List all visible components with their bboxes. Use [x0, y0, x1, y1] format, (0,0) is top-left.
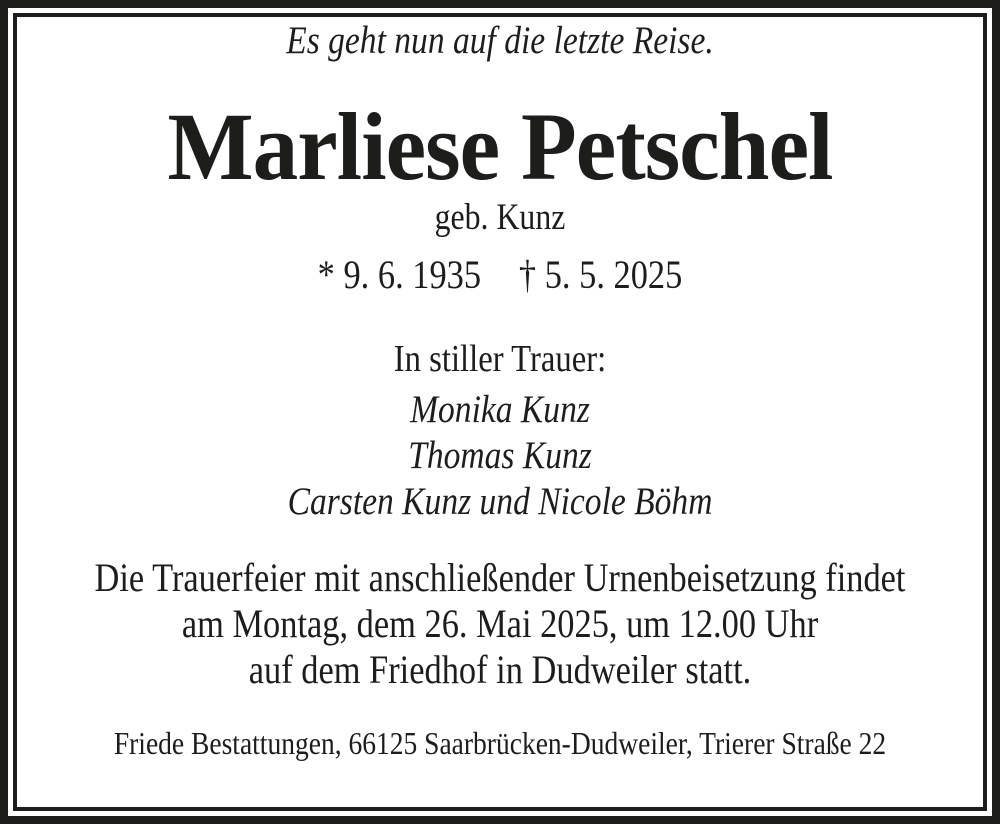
epigraph-line: Es geht nun auf die letzte Reise. — [286, 19, 714, 62]
mourner-name: Carsten Kunz und Nicole Böhm — [287, 480, 713, 523]
life-dates — [85, 251, 916, 299]
inner-border-frame — [13, 13, 987, 811]
notice-content — [17, 17, 983, 807]
ceremony-info — [17, 555, 983, 693]
mourning-header: In stiller Trauer: — [393, 338, 607, 380]
death-date: † 5. 5. 2025 — [518, 252, 683, 297]
mourners-list — [17, 387, 983, 525]
birth-date: * 9. 6. 1935 — [317, 252, 482, 297]
mourner-name: Thomas Kunz — [408, 434, 592, 477]
deceased-name: Marliese Petschel — [167, 93, 833, 200]
ceremony-line: am Montag, dem 26. Mai 2025, um 12.00 Uhr — [181, 601, 819, 646]
mourner-name: Monika Kunz — [410, 388, 590, 431]
maiden-name: geb. Kunz — [434, 197, 566, 238]
funeral-home-address: Friede Bestattungen, 66125 Saarbrücken-Dudweiler, Trierer Straße 22 — [113, 725, 887, 761]
ceremony-line: Die Trauerfeier mit anschließender Urnenbeisetzung findet — [94, 555, 906, 600]
ceremony-line: auf dem Friedhof in Dudweiler statt. — [248, 647, 752, 692]
